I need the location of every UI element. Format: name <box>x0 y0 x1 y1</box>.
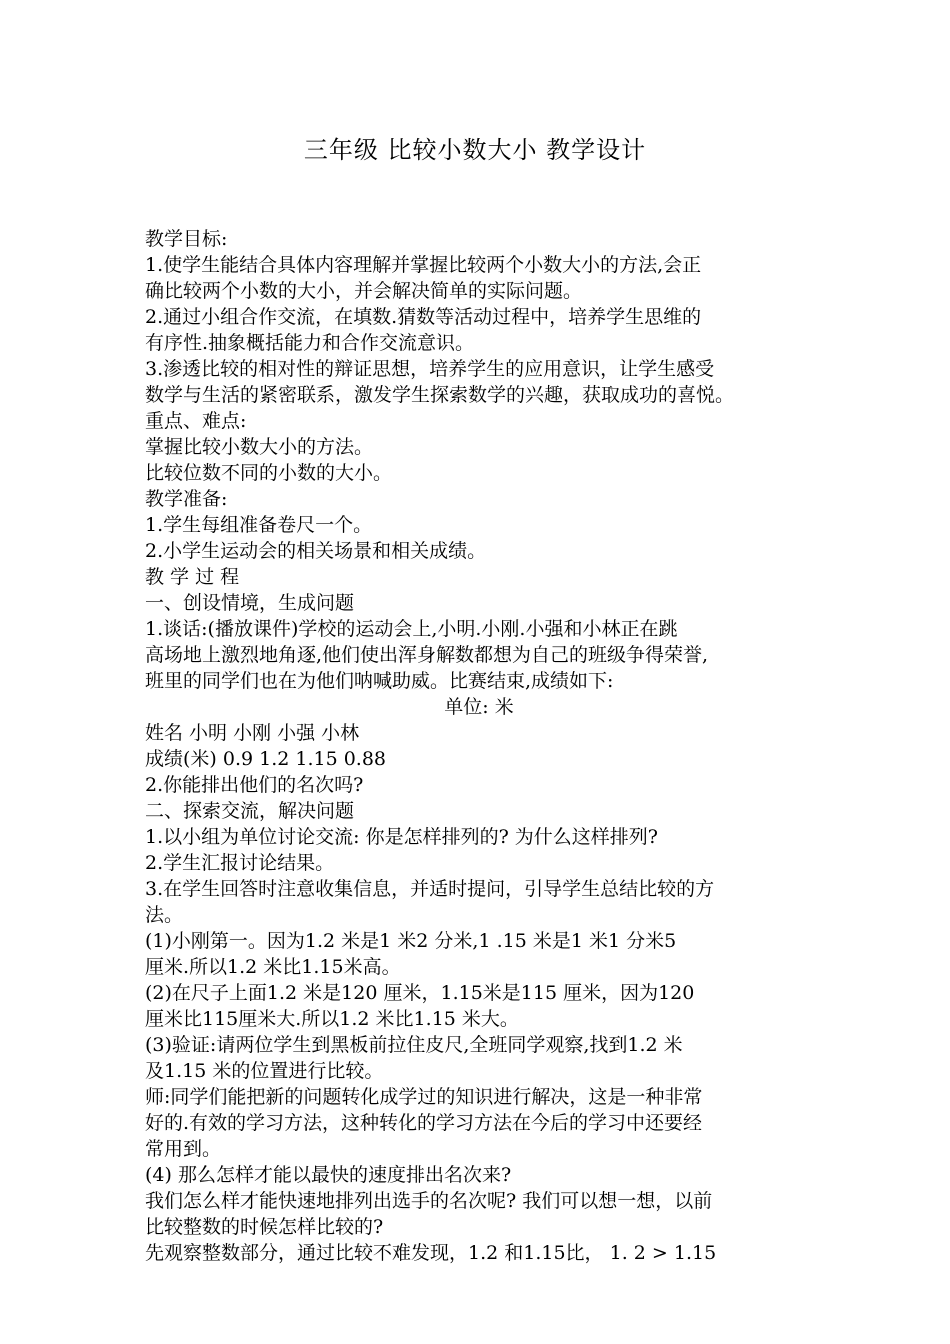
objective-2-line-1: 2.通过小组合作交流，在填数.猜数等活动过程中，培养学生思维的 <box>145 306 702 328</box>
section-heading-process: 教 学 过 程 <box>145 566 240 588</box>
teacher-line-1: 师:同学们能把新的问题转化成学过的知识进行解决，这是一种非常 <box>145 1086 703 1108</box>
question-ranking: 2.你能排出他们的名次吗? <box>145 774 364 796</box>
section-heading-preparation: 教学准备: <box>145 488 228 510</box>
observe-line: 先观察整数部分，通过比较不难发现，1.2 和1.15比， 1. 2 > 1.15 <box>145 1242 717 1264</box>
teacher-line-3: 常用到。 <box>145 1138 222 1160</box>
step-1: 1.以小组为单位讨论交流: 你是怎样排列的? 为什么这样排列? <box>145 826 658 848</box>
section-heading-key-points: 重点、难点: <box>145 410 247 432</box>
document-title: 三年级 比较小数大小 教学设计 <box>303 136 647 164</box>
point-3-line-1: (3)验证:请两位学生到黑板前拉住皮尺,全班同学观察,找到1.2 米 <box>145 1034 683 1056</box>
point-4: (4) 那么怎样才能以最快的速度排出名次来? <box>145 1164 512 1186</box>
names-row: 姓名 小明 小刚 小强 小林 <box>145 722 360 744</box>
talk-line-1: 1.谈话:(播放课件)学校的运动会上,小明.小刚.小强和小林正在跳 <box>145 618 678 640</box>
objective-2-line-2: 有序性.抽象概括能力和合作交流意识。 <box>145 332 475 354</box>
key-point-1: 掌握比较小数大小的方法。 <box>145 436 374 458</box>
teacher-line-2: 好的.有效的学习方法，这种转化的学习方法在今后的学习中还要经 <box>145 1112 703 1134</box>
talk-line-2: 高场地上激烈地角逐,他们使出浑身解数都想为自己的班级争得荣誉, <box>145 644 709 666</box>
preparation-2: 2.小学生运动会的相关场景和相关成绩。 <box>145 540 487 562</box>
talk-line-3: 班里的同学们也在为他们呐喊助威。比赛结束,成绩如下: <box>145 670 614 692</box>
step-2: 2.学生汇报讨论结果。 <box>145 852 335 874</box>
scores-row: 成绩(米) 0.9 1.2 1.15 0.88 <box>145 748 387 770</box>
preparation-1: 1.学生每组准备卷尺一个。 <box>145 514 373 536</box>
step-3-line-1: 3.在学生回答时注意收集信息，并适时提问，引导学生总结比较的方 <box>145 878 715 900</box>
objective-3-line-1: 3.渗透比较的相对性的辩证思想，培养学生的应用意识，让学生感受 <box>145 358 715 380</box>
question-line-2: 比较整数的时候怎样比较的? <box>145 1216 384 1238</box>
unit-label: 单位: 米 <box>444 696 514 718</box>
section-heading-objectives: 教学目标: <box>145 228 228 250</box>
part-1-heading: 一、创设情境，生成问题 <box>145 592 355 614</box>
step-3-line-2: 法。 <box>145 904 184 926</box>
point-2-line-2: 厘米比115厘米大.所以1.2 米比1.15 米大。 <box>145 1008 519 1030</box>
part-2-heading: 二、探索交流，解决问题 <box>145 800 355 822</box>
question-line-1: 我们怎么样才能快速地排列出选手的名次呢? 我们可以想一想，以前 <box>145 1190 713 1212</box>
point-1-line-1: (1)小刚第一。因为1.2 米是1 米2 分米,1 .15 米是1 米1 分米5 <box>145 930 677 952</box>
objective-3-line-2: 数学与生活的紧密联系，激发学生探索数学的兴趣，获取成功的喜悦。 <box>145 384 735 406</box>
point-1-line-2: 厘米.所以1.2 米比1.15米高。 <box>145 956 401 978</box>
document-body <box>145 226 813 1266</box>
point-2-line-1: (2)在尺子上面1.2 米是120 厘米，1.15米是115 厘米，因为120 <box>145 982 695 1004</box>
objective-1-line-2: 确比较两个小数的大小，并会解决简单的实际问题。 <box>145 280 583 302</box>
key-point-2: 比较位数不同的小数的大小。 <box>145 462 393 484</box>
point-3-line-2: 及1.15 米的位置进行比较。 <box>145 1060 384 1082</box>
objective-1-line-1: 1.使学生能结合具体内容理解并掌握比较两个小数大小的方法,会正 <box>145 254 702 276</box>
